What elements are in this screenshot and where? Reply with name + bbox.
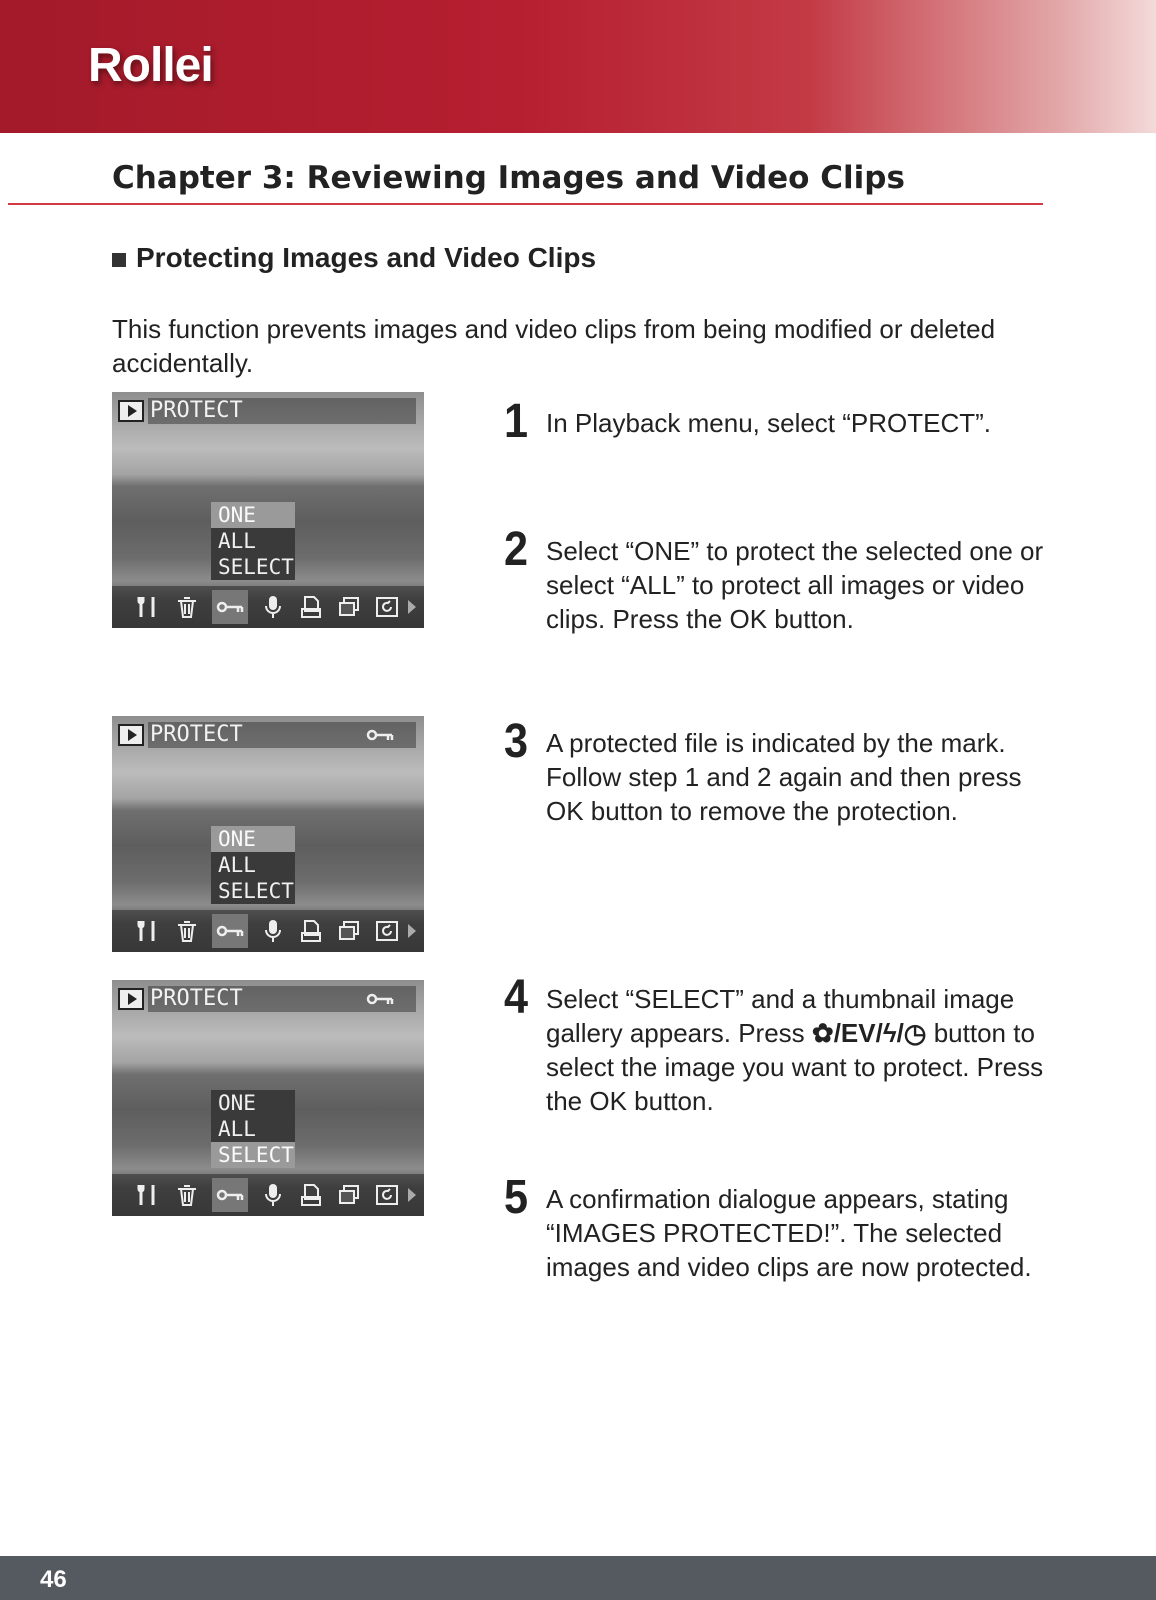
slideshow-icon: [336, 1181, 362, 1209]
menu-item-one[interactable]: ONE: [211, 502, 295, 528]
screen-title: [148, 986, 416, 1012]
playback-toolbar: [112, 1174, 424, 1216]
step-text: [546, 982, 1056, 1118]
menu-item-all[interactable]: ALL: [211, 852, 295, 878]
step-number: 3: [504, 715, 529, 768]
delete-icon: [174, 1181, 200, 1209]
delete-icon: [174, 593, 200, 621]
macro-ev-flash-timer-button-icon: ✿/EV/ϟ/◷: [811, 1018, 927, 1048]
delete-icon: [174, 917, 200, 945]
playback-icon: [118, 400, 144, 422]
step-number: 5: [504, 1171, 529, 1224]
next-arrow-icon: [408, 924, 416, 938]
voice-memo-icon: [260, 593, 286, 621]
setup-icon: [136, 917, 162, 945]
step-text: In Playback menu, select “PROTECT”.: [546, 408, 992, 438]
print-icon: [298, 917, 324, 945]
menu-item-all[interactable]: ALL: [211, 528, 295, 554]
chapter-title: Chapter 3: Reviewing Images and Video Clips: [112, 160, 905, 196]
menu-item-select[interactable]: SELECT: [211, 878, 295, 904]
rotate-icon: [374, 1181, 400, 1209]
section-title: [112, 242, 596, 274]
rotate-icon: [374, 917, 400, 945]
protect-menu: [211, 826, 295, 904]
protect-key-icon: [212, 914, 248, 948]
print-icon: [298, 1181, 324, 1209]
protect-menu: [211, 502, 295, 580]
slideshow-icon: [336, 917, 362, 945]
menu-item-all[interactable]: ALL: [211, 1116, 295, 1142]
menu-item-select[interactable]: SELECT: [211, 1142, 295, 1168]
print-icon: [298, 593, 324, 621]
next-arrow-icon: [408, 1188, 416, 1202]
step-number: 2: [504, 523, 529, 576]
step-text: A protected file is indicated by the mark. Follow step 1 and 2 again and then press OK button to remove the protection.: [546, 728, 1022, 826]
voice-memo-icon: [260, 917, 286, 945]
intro-paragraph: This function prevents images and video clips from being modified or deleted accidentally.: [112, 314, 996, 378]
setup-icon: [136, 593, 162, 621]
square-bullet-icon: [112, 253, 126, 267]
protected-key-icon: [366, 727, 394, 743]
step-number: 1: [504, 395, 529, 448]
protected-key-icon: [366, 991, 394, 1007]
camera-screen-1: [112, 392, 424, 628]
menu-item-one[interactable]: ONE: [211, 1090, 295, 1116]
camera-screen-3: [112, 980, 424, 1216]
page-number: 46: [40, 1566, 67, 1593]
playback-icon: [118, 724, 144, 746]
footer-bar: [0, 1556, 1156, 1600]
rollei-logo: Rollei: [88, 39, 213, 92]
step-number: 4: [504, 971, 529, 1024]
camera-screen-2: [112, 716, 424, 952]
screen-title: PROTECT: [148, 398, 416, 424]
step-text-before: Select “SELECT” and a thumbnail image gallery appears. Press: [546, 984, 1015, 1048]
step-text-after: button to select the image you want to protect. Press the OK button.: [546, 1018, 1044, 1116]
protect-menu: [211, 1090, 295, 1168]
setup-icon: [136, 1181, 162, 1209]
playback-toolbar: [112, 586, 424, 628]
playback-toolbar: [112, 910, 424, 952]
screen-title-text: PROTECT: [150, 986, 243, 1011]
protect-key-icon: [212, 1178, 248, 1212]
menu-item-select[interactable]: SELECT: [211, 554, 295, 580]
slideshow-icon: [336, 593, 362, 621]
rotate-icon: [374, 593, 400, 621]
step-text: Select “ONE” to protect the selected one or select “ALL” to protect all images or video clips. Press the OK button.: [546, 536, 1044, 634]
voice-memo-icon: [260, 1181, 286, 1209]
next-arrow-icon: [408, 600, 416, 614]
section-title-text: Protecting Images and Video Clips: [136, 242, 597, 273]
playback-icon: [118, 988, 144, 1010]
screen-title: [148, 722, 416, 748]
header-banner: [0, 0, 1156, 133]
chapter-divider: [8, 203, 1043, 205]
menu-item-one[interactable]: ONE: [211, 826, 295, 852]
protect-key-icon: [212, 590, 248, 624]
screen-title-text: PROTECT: [150, 722, 243, 747]
step-text: A confirmation dialogue appears, stating “IMAGES PROTECTED!”. The selected images and video clips are now protected.: [546, 1184, 1032, 1282]
